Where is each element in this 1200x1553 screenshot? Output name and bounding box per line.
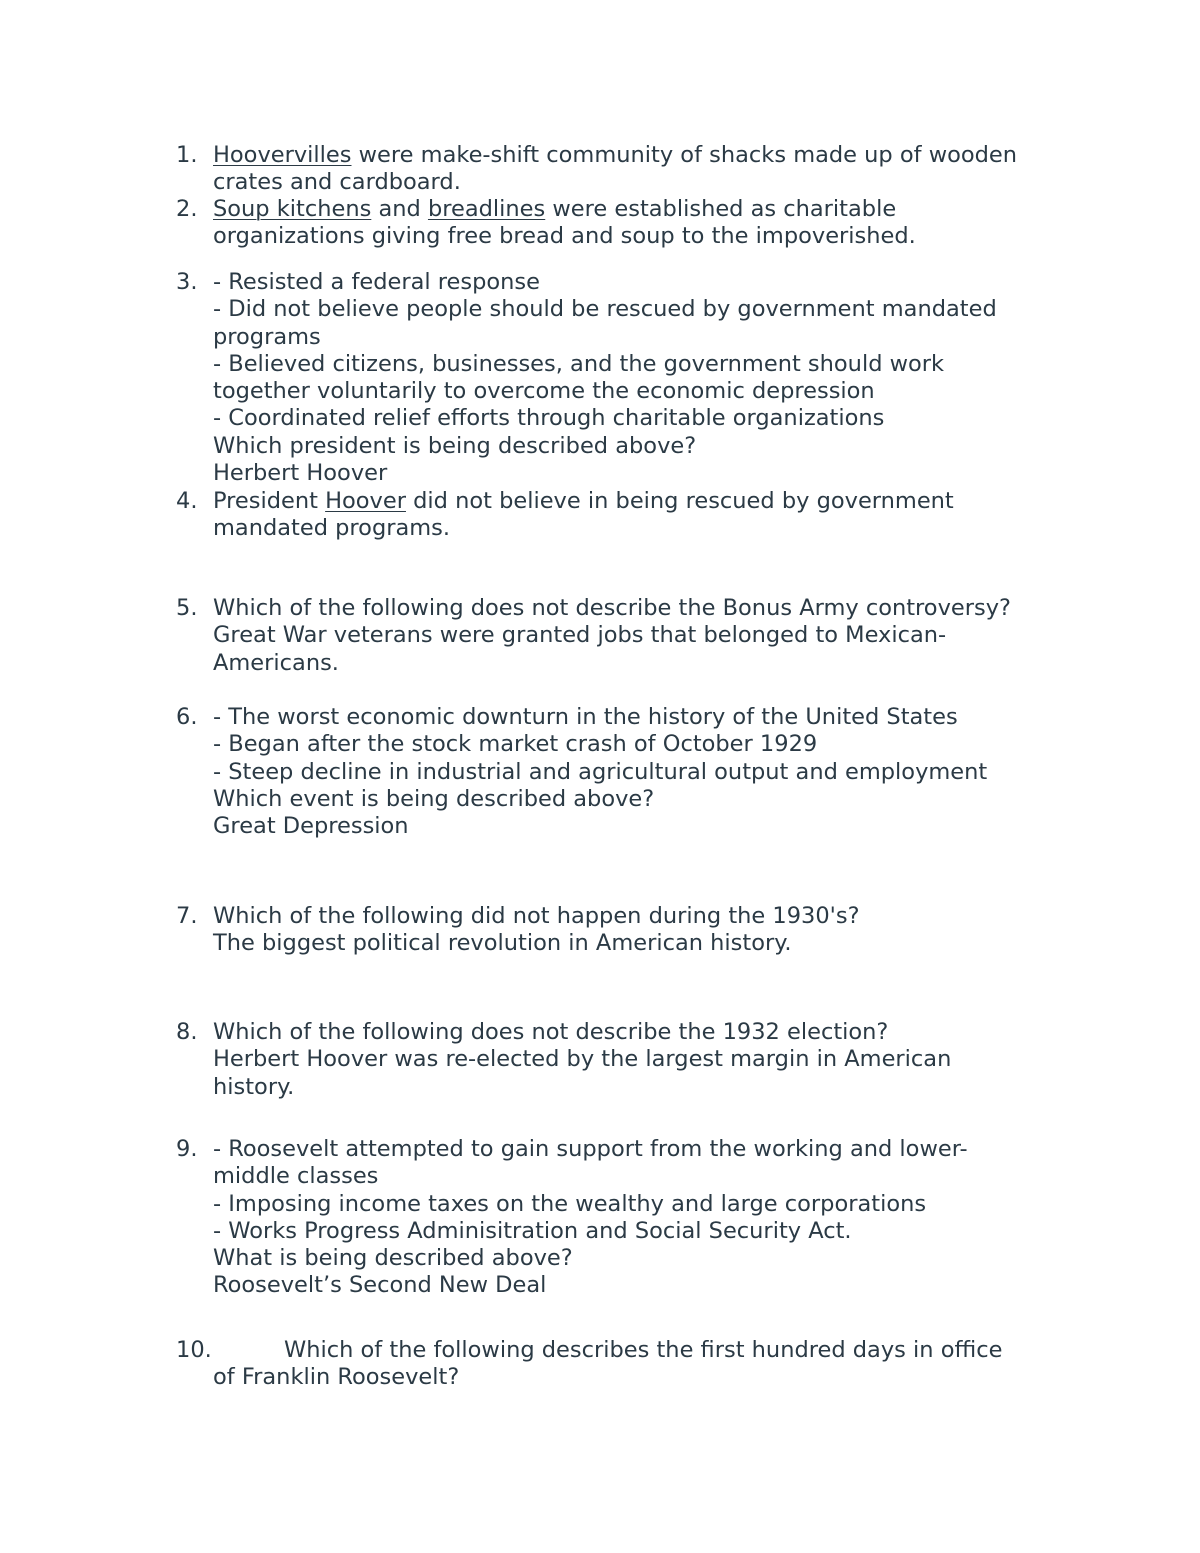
item-line: - The worst economic downturn in the history of the United States xyxy=(213,704,958,730)
item-line: history. xyxy=(213,1073,295,1100)
item-line: - Imposing income taxes on the wealthy and large corporations xyxy=(213,1190,927,1217)
underlined-term: Hoover xyxy=(325,488,406,514)
item-body xyxy=(213,488,1073,543)
item-line: - Believed citizens, businesses, and the government should work xyxy=(213,350,945,377)
item-line: Which president is being described above? xyxy=(213,432,697,459)
item-line: Herbert Hoover was re-elected by the largest margin in American xyxy=(213,1046,952,1073)
item-line: - Roosevelt attempted to gain support from the working and lower- xyxy=(213,1136,968,1162)
item-body xyxy=(213,142,1073,197)
item-body xyxy=(213,595,1073,677)
item-line xyxy=(213,488,1073,515)
item-line: mandated programs. xyxy=(213,515,451,542)
line-text: were established as charitable xyxy=(545,196,897,222)
item-body xyxy=(213,196,1073,251)
item-number: 3. xyxy=(176,269,198,295)
item-number: 1. xyxy=(176,142,198,168)
item-body xyxy=(213,1136,1073,1300)
item-number: 4. xyxy=(176,488,198,514)
item-body xyxy=(213,1337,1073,1392)
item-line: crates and cardboard. xyxy=(213,169,461,196)
item-line: Great War veterans were granted jobs that belonged to Mexican- xyxy=(213,622,947,649)
item-line: What is being described above? xyxy=(213,1245,573,1272)
item-number: 10. xyxy=(176,1337,212,1363)
item-line: Which of the following does not describe the 1932 election? xyxy=(213,1019,889,1045)
item-body xyxy=(213,1019,1073,1101)
item-line: The biggest political revolution in American history. xyxy=(213,930,792,957)
line-text: and xyxy=(371,196,428,222)
item-line: Which of the following did not happen during the 1930's? xyxy=(213,903,860,929)
item-body xyxy=(213,269,1073,487)
underlined-term: Hoovervilles xyxy=(213,142,352,168)
underlined-term: breadlines xyxy=(427,196,546,222)
item-line xyxy=(213,196,1073,223)
item-number: 9. xyxy=(176,1136,198,1162)
item-line: - Began after the stock market crash of October 1929 xyxy=(213,731,818,758)
item-line: Which event is being described above? xyxy=(213,785,655,812)
line-text: President xyxy=(213,488,326,514)
line-text: did not believe in being rescued by government xyxy=(405,488,954,514)
underlined-term: Soup kitchens xyxy=(213,196,372,222)
item-line: Americans. xyxy=(213,649,339,676)
item-line: of Franklin Roosevelt? xyxy=(213,1364,460,1391)
item-line: middle classes xyxy=(213,1163,379,1190)
item-line: Which of the following describes the first hundred days in office xyxy=(284,1337,1003,1363)
item-line: Herbert Hoover xyxy=(213,460,388,487)
item-number: 8. xyxy=(176,1019,198,1045)
item-number: 5. xyxy=(176,595,198,621)
item-line: - Resisted a federal response xyxy=(213,269,540,295)
item-number: 2. xyxy=(176,196,198,222)
item-line: - Coordinated relief efforts through charitable organizations xyxy=(213,405,885,432)
item-line xyxy=(213,142,1073,169)
item-line: Great Depression xyxy=(213,813,409,840)
item-number: 6. xyxy=(176,704,198,730)
item-line: Roosevelt’s Second New Deal xyxy=(213,1272,547,1299)
item-line: organizations giving free bread and soup to the impoverished. xyxy=(213,223,916,250)
item-body xyxy=(213,903,1073,958)
item-line: - Steep decline in industrial and agricultural output and employment xyxy=(213,758,988,785)
line-text: were make-shift community of shacks made up of wooden xyxy=(351,142,1018,168)
item-number: 7. xyxy=(176,903,198,929)
item-line: together voluntarily to overcome the economic depression xyxy=(213,378,875,405)
item-line: Which of the following does not describe the Bonus Army controversy? xyxy=(213,595,1011,621)
item-body xyxy=(213,704,1073,840)
item-line: - Works Progress Adminisitration and Social Security Act. xyxy=(213,1217,852,1244)
item-line: - Did not believe people should be rescued by government mandated xyxy=(213,296,997,323)
item-line: programs xyxy=(213,323,321,350)
